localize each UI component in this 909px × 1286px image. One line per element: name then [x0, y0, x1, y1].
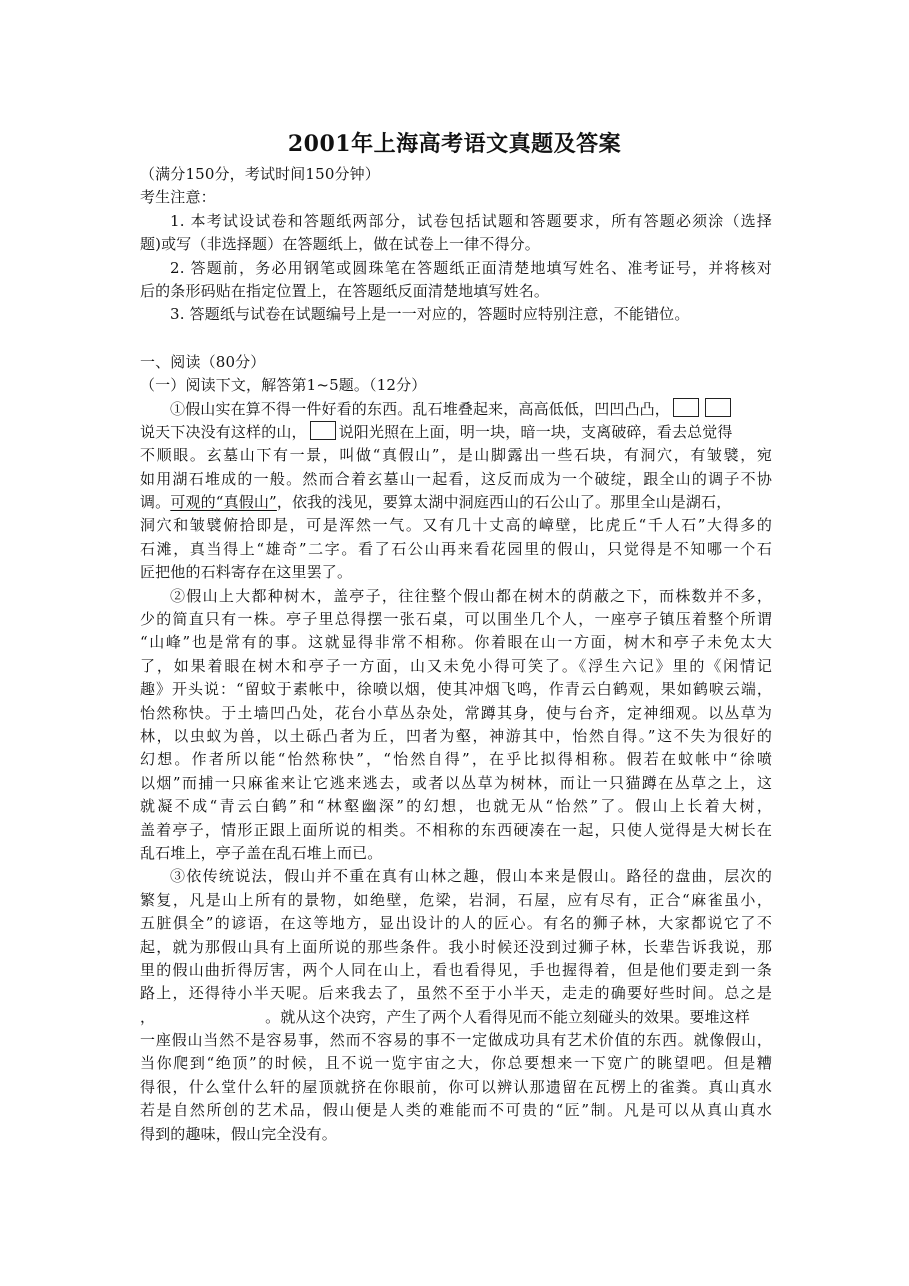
section-heading: 一、阅读（80分） — [140, 352, 266, 371]
para1-text: 调。 — [140, 493, 171, 512]
para3-line-7 — [140, 1006, 772, 1029]
document-body — [140, 163, 772, 1146]
para1-line-7: 石滩，真当得上“雄奇”二字。看了石公山再来看花园里的假山，只觉得是不知哪一个石 — [140, 539, 772, 558]
para3-line-11: 若是自然所创的艺术品，假山便是人类的难能而不可贵的“匠”制。凡是可以从真山真水 — [140, 1101, 772, 1120]
blank-box-2[interactable] — [705, 398, 731, 417]
para3-line-9: 当你爬到“绝顶”的时候，且不说一览宇宙之大，你总要想来一下宽广的眺望吧。但是糟 — [140, 1054, 772, 1073]
para3-line-3: 五脏俱全”的谚语，在这等地方，显出设计的人的匠心。有名的狮子林，大家都说它了不 — [140, 914, 772, 933]
para2-line-1: ②假山上大都种树木，盖亭子，往往整个假山都在树木的荫蔽之下，而株数并不多， — [170, 586, 772, 605]
para2-line-7: 林，以虫蚁为兽，以土砾凸者为丘，凹者为壑，神游其中，怡然自得。”这不失为很好的 — [140, 726, 772, 745]
para3-text: ， — [140, 1007, 156, 1026]
para3-line-12: 得到的趣味，假山完全没有。 — [140, 1124, 337, 1143]
para1-line-4: 如用湖石堆成的一般。然而合着玄墓山一起看，这反而成为一个破绽，跟全山的调子不协 — [140, 469, 772, 488]
score-note: （满分150分，考试时间150分钟） — [140, 165, 380, 183]
rule-2-line-1: 2. 答题前，务必用钢笔或圆珠笔在答题纸正面清楚地填写姓名、准考证号，并将核对 — [170, 258, 772, 277]
para2-line-9: 以烟”而捕一只麻雀来让它逃来逃去，或者以丛草为树林，而让一只猫蹲在丛草之上，这 — [140, 773, 772, 792]
para2-line-3: “山峰”也是常有的事。这就显得非常不相称。你着眼在山一方面，树木和亭子未免太大 — [140, 633, 772, 652]
para1-text: 说阳光照在上面，明一块，暗一块，支离破碎，看去总觉得 — [338, 422, 733, 441]
para2-line-10: 就凝不成“青云白鹤”和“林壑幽深”的幻想，也就无从“怡然”了。假山上长着大树， — [140, 797, 772, 816]
para3-text: 。就从这个决窍，产生了两个人看得见而不能立刻碰头的效果。要堆这样 — [265, 1007, 750, 1026]
para3-line-4: 起，就为那假山具有上面所说的那些条件。我小时候还没到过狮子林，长辈告诉我说，那 — [140, 937, 772, 956]
para3-line-1: ③依传统说法，假山并不重在真有山林之趣，假山本来是假山。路径的盘曲，层次的 — [170, 867, 772, 886]
para1-line-1 — [140, 398, 772, 421]
para1-line-2 — [140, 421, 772, 444]
para2-line-4: 了，如果着眼在树木和亭子一方面，山又未免小得可笑了。《浮生六记》里的《闲情记 — [140, 656, 772, 675]
spacer — [140, 327, 772, 351]
para1-text: ，依我的浅见，要算太湖中洞庭西山的石公山了。那里全山是湖石， — [276, 493, 732, 512]
para1-text: 说天下决没有这样的山， — [140, 422, 307, 441]
para1-line-5 — [140, 491, 772, 514]
underlined-phrase: 可观的“真假山” — [170, 493, 277, 512]
para3-line-5: 里的假山曲折得厉害，两个人同在山上，看也看得见，手也握得着，但是他们要走到一条 — [140, 960, 772, 979]
blank-box-1[interactable] — [673, 398, 699, 417]
para1-line-6: 洞穴和皱襞俯拾即是，可是浑然一气。又有几十丈高的嶂壁，比虎丘“千人石”大得多的 — [140, 516, 772, 535]
rule-3-line-1: 3. 答题纸与试卷在试题编号上是一一对应的，答题时应特别注意，不能错位。 — [170, 305, 690, 324]
para3-line-10: 得很，什么堂什么轩的屋顶就挤在你眼前，你可以辨认那遗留在瓦楞上的雀粪。真山真水 — [140, 1077, 772, 1096]
attention-heading: 考生注意： — [140, 188, 216, 207]
para1-line-8: 匠把他的石料寄存在这里罢了。 — [140, 563, 353, 582]
rule-2-line-2: 后的条形码贴在指定位置上，在答题纸反面清楚地填写姓名。 — [140, 281, 550, 300]
para3-line-6: 路上，还得待小半天呢。后来我去了，虽然不至于小半天，走走的确要好些时间。总之是 — [140, 984, 772, 1003]
para3-line-2: 繁复，凡是山上所有的景物，如绝壁，危梁，岩洞，石屋，应有尽有，正合“麻雀虽小， — [140, 890, 772, 909]
para2-line-8: 幻想。作者所以能“怡然称快”，“怡然自得”，在乎比拟得相称。假若在蚊帐中“徐喷 — [140, 750, 772, 769]
para1-line-3: 不顺眼。玄墓山下有一景，叫做“真假山”，是山脚露出一些石块，有洞穴，有皱襞，宛 — [140, 446, 772, 465]
page-title: 2001年上海高考语文真题及答案 — [287, 131, 622, 157]
para3-line-8: 一座假山当然不是容易事，然而不容易的事不一定做成功具有艺术价值的东西。就像假山， — [140, 1031, 772, 1050]
para2-line-2: 少的简直只有一株。亭子里总得摆一张石桌，可以围坐几个人，一座亭子镇压着整个所谓 — [140, 610, 772, 629]
para2-line-12: 乱石堆上，亭子盖在乱石堆上而已。 — [140, 843, 383, 862]
rule-1-line-1: 1. 本考试设试卷和答题纸两部分，试卷包括试题和答题要求，所有答题必须涂（选择 — [170, 211, 772, 230]
para2-line-5: 趣》开头说：“留蚊于素帐中，徐喷以烟，使其冲烟飞鸣，作青云白鹤观，果如鹤唳云端， — [140, 680, 772, 699]
para1-text: ①假山实在算不得一件好看的东西。乱石堆叠起来，高高低低，凹凹凸凸， — [170, 399, 670, 418]
blank-box-3[interactable] — [310, 421, 336, 440]
para2-line-11: 盖着亭子，情形正跟上面所说的相类。不相称的东西硬凑在一起，只使人觉得是大树长在 — [140, 820, 772, 839]
rule-1-line-2: 题)或写（非选择题）在答题纸上，做在试卷上一律不得分。 — [140, 235, 540, 254]
part-heading: （一）阅读下文，解答第1~5题。（12分） — [140, 376, 427, 395]
para2-line-6: 怡然称快。于土墙凹凸处，花台小草丛杂处，常蹲其身，使与台齐，定神细观。以丛草为 — [140, 703, 772, 722]
